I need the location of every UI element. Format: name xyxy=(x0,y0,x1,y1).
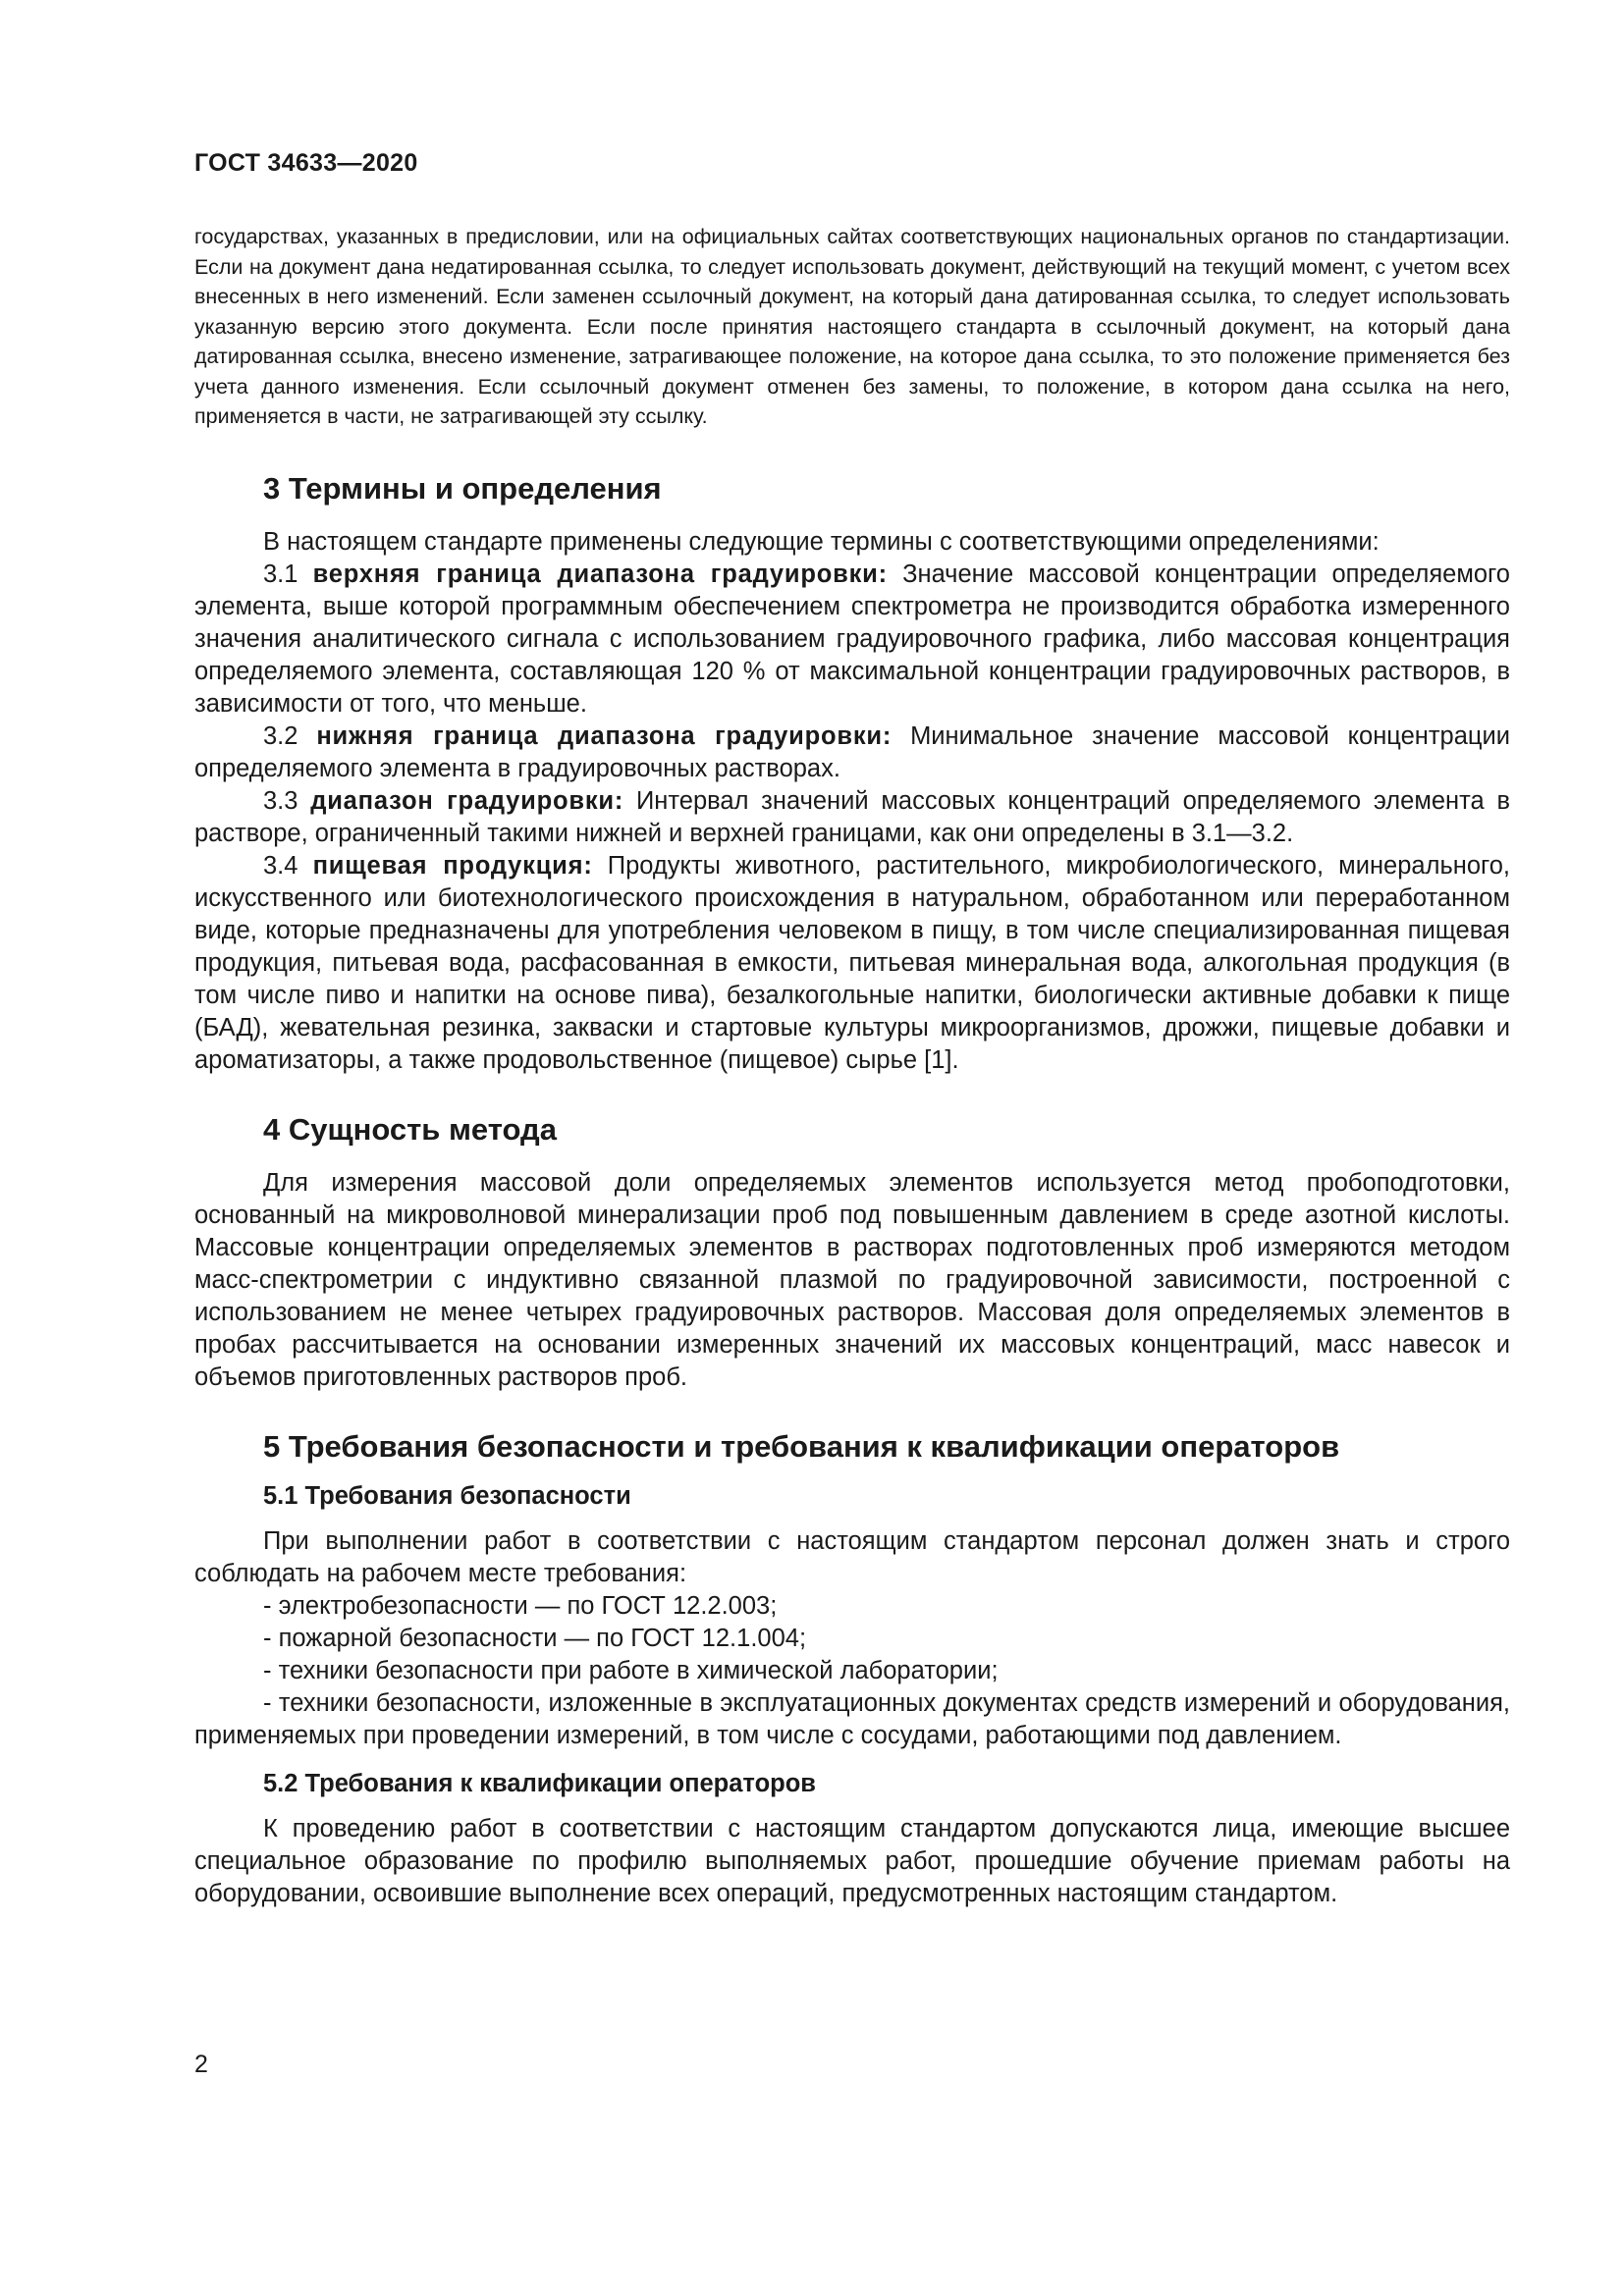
list-item: - техники безопасности при работе в химической лаборатории; xyxy=(263,1656,999,1684)
list-item: - электробезопасности — по ГОСТ 12.2.003; xyxy=(263,1591,778,1620)
term-name: верхняя граница диапазона градуировки: xyxy=(312,560,888,588)
section-5-1-title: 5.1 Требования безопасности xyxy=(263,1481,631,1510)
term-3-2 xyxy=(194,721,1510,785)
list-item: - пожарной безопасности — по ГОСТ 12.1.004; xyxy=(263,1624,807,1652)
term-name: пищевая продукция: xyxy=(312,851,593,880)
term-3-3 xyxy=(194,785,1510,850)
document-body xyxy=(194,222,1510,1910)
section-3-intro: В настоящем стандарте применены следующие термины с соответствующими определениями: xyxy=(263,527,1380,556)
section-3-title: 3 Термины и определения xyxy=(263,470,662,506)
term-definition: Минимальное значение массовой концентрации определяемого элемента в градуировочных растворах. xyxy=(194,721,1511,782)
term-number: 3.3 xyxy=(263,786,298,815)
section-5-2-title: 5.2 Требования к квалификации операторов xyxy=(263,1769,816,1797)
list-item: - техники безопасности, изложенные в эксплуатационных документах средств измерений и оборудования, применяемых при проведении измерений, в том числе с сосудами, работающими под давлением. xyxy=(194,1688,1510,1749)
term-number: 3.1 xyxy=(263,560,298,588)
document-header: ГОСТ 34633—2020 xyxy=(194,149,418,177)
term-number: 3.4 xyxy=(263,851,298,880)
section-4-title: 4 Сущность метода xyxy=(263,1111,557,1147)
section-5-2-text: К проведению работ в соответствии с настоящим стандартом допускаются лица, имеющие высшее специальное образование по профилю выполняемых работ, прошедшие обучение приемам работы на оборудовании, освоившие выполнение всех операций, предусмотренных настоящим стандартом. xyxy=(194,1814,1510,1907)
intro-paragraph: государствах, указанных в предисловии, или на официальных сайтах соответствующих национальных органов по стандартизации. Если на документ дана недатированная ссылка, то следует использовать документ, действующий на текущий момент, с учетом всех внесенных в него изменений. Если заменен ссылочный документ, на который дана датированная ссылка, то следует использовать указанную версию этого документа. Если после принятия настоящего стандарта в ссылочный документ, на который дана датированная ссылка, внесено изменение, затрагивающее положение, на которое дана ссылка, то это положение применяется без учета данного изменения. Если ссылочный документ отменен без замены, то положение, в котором дана ссылка на него, применяется в части, не затрагивающей эту ссылку. xyxy=(194,225,1510,428)
section-4-text: Для измерения массовой доли определяемых элементов используется метод пробоподготовки, основанный на микроволновой минерализации проб под повышенным давлением в среде азотной кислоты. Массовые концентрации определяемых элементов в растворах подготовленных проб измеряются методом масс-спектрометрии с индуктивно связанной плазмой по градуировочной зависимости, построенной с использованием не менее четырех градуировочных растворов. Массовая доля определяемых элементов в пробах рассчитывается на основании измеренных значений их массовых концентраций, масс навесок и объемов приготовленных растворов проб. xyxy=(194,1168,1510,1391)
term-3-1 xyxy=(194,559,1510,721)
term-name: нижняя граница диапазона градуировки: xyxy=(316,721,893,750)
term-definition: Интервал значений массовых концентраций определяемого элемента в растворе, ограниченный такими нижней и верхней границами, как они определены в 3.1—3.2. xyxy=(194,786,1510,847)
page-number: 2 xyxy=(194,2051,208,2078)
term-definition: Значение массовой концентрации определяемого элемента, выше которой программным обеспечением спектрометра не производится обработка измеренного значения аналитического сигнала с использованием градуировочного графика, либо массовая концентрация определяемого элемента, составляющая 120 % от максимальной концентрации градуировочных растворов, в зависимости от того, что меньше. xyxy=(194,560,1510,718)
section-5-1-intro: При выполнении работ в соответствии с настоящим стандартом персонал должен знать и строго соблюдать на рабочем месте требования: xyxy=(194,1526,1510,1587)
term-number: 3.2 xyxy=(263,721,298,750)
term-definition: Продукты животного, растительного, микробиологического, минерального, искусственного или биотехнологического происхождения в натуральном, обработанном или переработанном виде, которые предназначены для употребления человеком в пищу, в том числе специализированная пищевая продукция, питьевая вода, расфасованная в емкости, питьевая минеральная вода, алкогольная продукция (в том числе пиво и напитки на основе пива), безалкогольные напитки, биологически активные добавки к пище (БАД), жевательная резинка, закваски и стартовые культуры микроорганизмов, дрожжи, пищевые добавки и ароматизаторы, а также продовольственное (пищевое) сырье [1]. xyxy=(194,851,1511,1074)
term-name: диапазон градуировки: xyxy=(310,786,624,815)
term-3-4 xyxy=(194,850,1510,1077)
section-5-title: 5 Требования безопасности и требования к квалификации операторов xyxy=(263,1428,1340,1464)
